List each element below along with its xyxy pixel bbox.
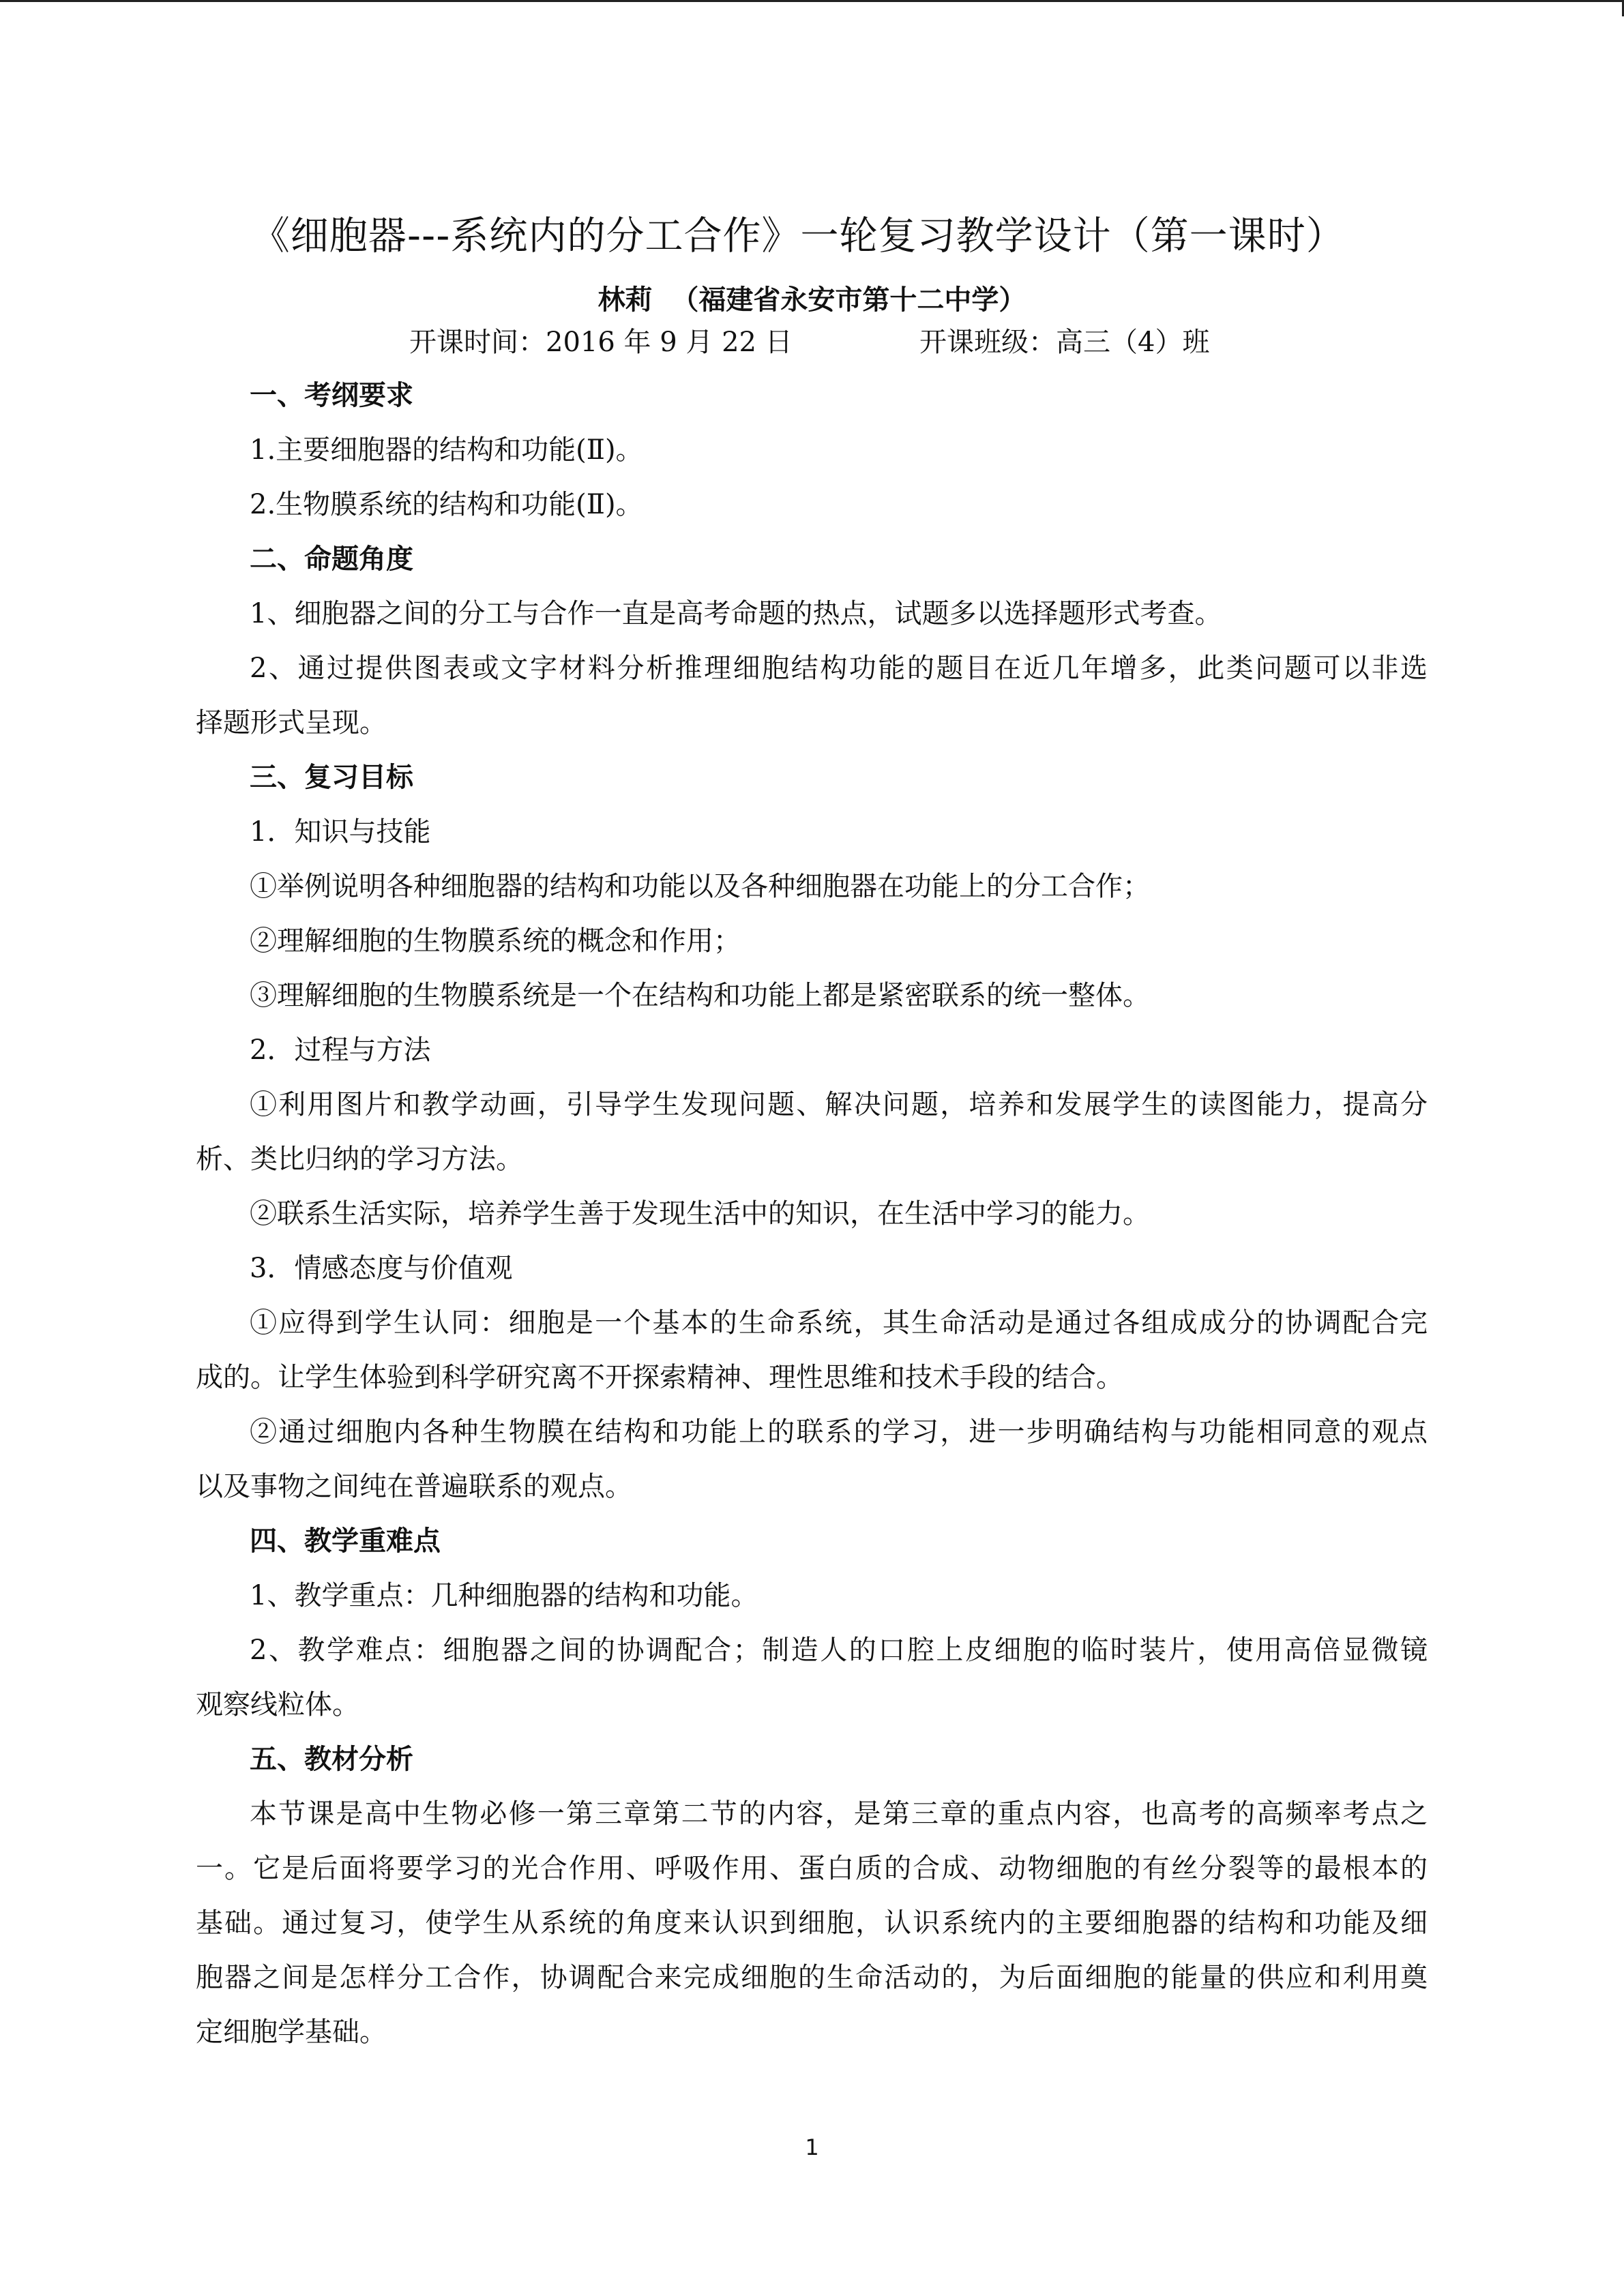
- section-heading: 三、复习目标: [250, 762, 413, 793]
- text-line: ①举例说明各种细胞器的结构和功能以及各种细胞器在功能上的分工合作；: [250, 871, 1150, 902]
- text-line: ①利用图片和教学动画，引导学生发现问题、解决问题，培养和发展学生的读图能力，提高分: [250, 1089, 1428, 1120]
- text-line: 一。它是后面将要学习的光合作用、呼吸作用、蛋白质的合成、动物细胞的有丝分裂等的最根本的: [196, 1853, 1428, 1884]
- section-heading: 一、考纲要求: [250, 380, 413, 411]
- text-line: 定细胞学基础。: [196, 2016, 387, 2048]
- page-number: 1: [805, 2134, 819, 2160]
- document-title: 《细胞器---系统内的分工合作》一轮复习教学设计（第一课时）: [251, 213, 1345, 258]
- text-line: 1、细胞器之间的分工与合作一直是高考命题的热点，试题多以选择题形式考查。: [250, 598, 1222, 629]
- text-line: 1、教学重点：几种细胞器的结构和功能。: [250, 1580, 758, 1611]
- lesson-class: 开课班级：高三（4）班: [919, 327, 1210, 358]
- subheading: 2．过程与方法: [250, 1034, 431, 1066]
- text-line: 2、通过提供图表或文字材料分析推理细胞结构功能的题目在近几年增多，此类问题可以非选: [250, 653, 1428, 684]
- text-line: 2、教学难点：细胞器之间的协调配合；制造人的口腔上皮细胞的临时装片，使用高倍显微镜: [250, 1635, 1428, 1666]
- text-line: 观察线粒体。: [196, 1689, 359, 1720]
- text-line: 2.生物膜系统的结构和功能(Ⅱ)。: [250, 489, 643, 520]
- lesson-date: 开课时间：2016 年 9 月 22 日: [409, 327, 793, 358]
- text-line: 基础。通过复习，使学生从系统的角度来认识到细胞，认识系统内的主要细胞器的结构和功能及细: [196, 1907, 1428, 1939]
- scan-edge-top: [0, 0, 1624, 2]
- text-line: ②理解细胞的生物膜系统的概念和作用；: [250, 925, 741, 957]
- text-line: ②通过细胞内各种生物膜在结构和功能上的联系的学习，进一步明确结构与功能相同意的观点: [250, 1416, 1428, 1448]
- text-line: 成的。让学生体验到科学研究离不开探索精神、理性思维和技术手段的结合。: [196, 1362, 1123, 1393]
- subheading: 1．知识与技能: [250, 816, 431, 848]
- text-line: 胞器之间是怎样分工合作，协调配合来完成细胞的生命活动的，为后面细胞的能量的供应和利用奠: [196, 1962, 1428, 1993]
- text-line: 以及事物之间纯在普遍联系的观点。: [196, 1471, 632, 1502]
- author-line: 林莉 （福建省永安市第十二中学）: [597, 284, 1027, 316]
- text-line: 择题形式呈现。: [196, 707, 387, 739]
- text-line: 本节课是高中生物必修一第三章第二节的内容，是第三章的重点内容，也高考的高频率考点之: [250, 1798, 1428, 1830]
- text-line: ①应得到学生认同：细胞是一个基本的生命系统，其生命活动是通过各组成成分的协调配合完: [250, 1307, 1428, 1339]
- section-heading: 四、教学重难点: [250, 1525, 441, 1557]
- text-line: 析、类比归纳的学习方法。: [196, 1144, 523, 1175]
- text-line: 1.主要细胞器的结构和功能(Ⅱ)。: [250, 434, 643, 466]
- text-line: ③理解细胞的生物膜系统是一个在结构和功能上都是紧密联系的统一整体。: [250, 980, 1150, 1011]
- section-heading: 二、命题角度: [250, 543, 413, 575]
- subheading: 3．情感态度与价值观: [250, 1253, 513, 1284]
- section-heading: 五、教材分析: [250, 1744, 413, 1775]
- text-line: ②联系生活实际，培养学生善于发现生活中的知识，在生活中学习的能力。: [250, 1198, 1150, 1229]
